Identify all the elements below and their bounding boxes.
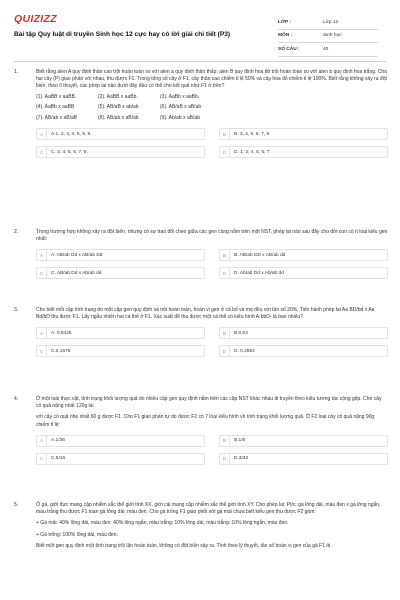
question-number: 5. — [14, 502, 19, 508]
statement: (1). AaBB x aaBB. — [36, 93, 77, 100]
option-text: D. 0,2654 — [234, 348, 255, 354]
question-3 — [14, 307, 388, 357]
meta-label: MÔN : — [278, 33, 293, 39]
option-text: A.1, 2, 3, 4, 5, 8, 9. — [51, 131, 92, 137]
question-5 — [14, 502, 388, 550]
question-number: 4. — [14, 396, 19, 402]
question-text: Trong trường hợp không xảy ra đột biến, nhưng có sự trao đổi chéo giữa các gen cùng nằm trên một NST, phép lai nào sau đây cho đời con có ít loại kiểu gen nhất: — [36, 229, 388, 243]
option-text: A. 0,8425 — [51, 330, 72, 336]
question-1 — [14, 69, 388, 158]
answer-option-a[interactable] — [36, 327, 205, 339]
option-letter: C — [37, 346, 47, 356]
statement: (9). Ab/ab x aB/ab — [160, 115, 201, 122]
option-text: D. Ab/ab Dd x Ab/ab dd — [234, 270, 284, 276]
answer-options — [36, 327, 388, 357]
answer-option-b[interactable] — [219, 128, 388, 140]
statement: (3). AaBb x aaBb. — [160, 93, 200, 100]
meta-label: LỚP : — [278, 19, 292, 25]
answer-option-c[interactable] — [36, 146, 205, 158]
meta-label: SỐ CÂU : — [278, 46, 300, 52]
answer-option-d[interactable] — [219, 146, 388, 158]
statement: (6). AB/aB x aB/ab — [160, 104, 202, 111]
question-2 — [14, 229, 388, 279]
option-letter: D — [220, 147, 230, 157]
question-line: + Gà trống: 100% lông dài, màu đen. — [36, 531, 118, 538]
meta-value: Sinh học — [323, 33, 342, 39]
answer-option-b[interactable] — [219, 327, 388, 339]
option-text: B. 3, 4, 5, 6, 7, 8. — [234, 131, 271, 137]
meta-value: 40 — [323, 46, 329, 52]
option-letter: D — [220, 346, 230, 356]
question-line: Biết một gen quy định một tính trạng trội lặn hoàn toàn, không có đột biến xảy ra. Tính theo lý thuyết, tần số hoán vị gen của gà F1 là — [36, 542, 331, 549]
option-letter: C — [37, 268, 47, 278]
option-letter: B — [220, 250, 230, 260]
option-text: D.3/32 — [234, 456, 249, 462]
option-letter: D — [220, 454, 230, 464]
statement: (8). AB/ab x aB/ab — [98, 115, 139, 122]
statement: (2). AaBB x aaBb. — [98, 93, 138, 100]
meta-value: Lớp 12 — [323, 19, 339, 25]
option-text: C. 3, 4, 5, 6, 7, 8. — [51, 149, 88, 155]
question-number: 3. — [14, 307, 19, 313]
answer-options — [36, 128, 388, 158]
option-text: C.5/16 — [51, 456, 66, 462]
answer-option-d[interactable] — [219, 453, 388, 465]
option-letter: B — [220, 129, 230, 139]
option-text: B.1/6 — [234, 438, 246, 444]
meta-table — [278, 16, 378, 57]
option-letter: A — [37, 328, 47, 338]
option-text: A.1/36 — [51, 438, 65, 444]
option-letter: C — [37, 454, 47, 464]
statement: (5). AB/aB x ab/ab — [98, 104, 139, 111]
meta-row-count — [278, 43, 378, 57]
option-text: D. 1, 2, 4, 5, 6, 7. — [234, 149, 271, 155]
page-title: Bài tập Quy luật di truyền Sinh học 12 cực hay có lời giải chi tiết (P3) — [14, 31, 231, 38]
answer-options — [36, 435, 388, 465]
answer-option-d[interactable] — [219, 345, 388, 357]
answer-options — [36, 249, 388, 279]
answer-option-c[interactable] — [36, 267, 205, 279]
option-letter: C — [37, 147, 47, 157]
answer-option-d[interactable] — [219, 267, 388, 279]
option-text: B. AB/ab DD x AB/ab dd — [234, 252, 286, 258]
option-text: A. AB/ab Dd x AB/ab Dd — [51, 252, 103, 258]
option-text: C.0,1575 — [51, 348, 71, 354]
option-letter: B — [220, 328, 230, 338]
answer-option-c[interactable] — [36, 453, 205, 465]
option-text: B.0,04 — [234, 330, 248, 336]
question-text: Ở một loài thực vật, tính trạng khối lượng quả do nhiều cặp gen quy định nằm trên các cặp NST khác nhau di truyền theo kiểu tương tác cộng gộp. Cho cây có quả nặng nhất 120g lai — [36, 396, 382, 410]
statement-list — [36, 94, 388, 123]
answer-option-a[interactable] — [36, 128, 205, 140]
answer-option-c[interactable] — [36, 345, 205, 357]
header — [14, 10, 386, 60]
question-4 — [14, 396, 388, 465]
question-text: Ở gà, giới đực mang cặp nhiễm sắc thể giới tính XX, giới cái mang cặp nhiễm sắc thể giới tính XY. Cho phép lai: Pt/c: gà lông dài, màu đen x gà lông ngắn, màu trắng thu được F1 toàn gà lông dài, màu đen. Cho gà trống F1 giao phối với gà mái chưa biết kiểu gen thu được F2 gồm: — [36, 502, 381, 516]
option-letter: A — [37, 129, 47, 139]
question-line: + Gà mái: 40% lông dài, màu đen: 40% lông ngắn, màu trắng: 10% lông dài, màu trắng: 10% lông ngắn, màu đen. — [36, 520, 289, 527]
answer-option-b[interactable] — [219, 249, 388, 261]
question-text: Cho biết mỗi cặp tính trạng do một cặp gen quy định và trội hoàn toàn, hoán vị gen ở cả bố và mẹ đều với tần số 20%. Tiến hành phép lai Aa BD/bd x Aa Bd/bD thu được F1. Lấy ngẫu nhiên hai cá thể ở F1. Xác suất để thu được một cá thể có kiểu hình A-bbD- là bao nhiêu? — [36, 307, 375, 321]
answer-option-a[interactable] — [36, 249, 205, 261]
option-letter: A — [37, 250, 47, 260]
quizizz-logo[interactable]: QUIZIZZ — [14, 13, 57, 25]
answer-option-a[interactable] — [36, 435, 205, 447]
question-text-continued: với cây có quả nhẹ nhất 60 g được F1. Cho F1 giao phấn tự do được F2 có 7 loại kiểu hình về tính trạng khối lượng quả. Ở F2 loại cây có quả nặng 90g chiếm tỉ lệ: — [36, 414, 375, 428]
question-text: Biết rằng alen A quy định thân cao trội hoàn toàn so với alen a quy định thân thấp; alen B quy định hoa đỏ trội hoàn toàn so với alen b quy định hoa trắng. Cho hai cây (P) giao phấn với nhau, thu được F1. Trong tổng số cây ở F1, cây thân cao chiếm tỉ lệ 50% và cây hoa đỏ chiếm tỉ lệ 100%. Biết rằng không xảy ra đột biến, theo lí thuyết, các phép lai nào dưới đây đều có thể cho kết quả như F1 ở trên? — [36, 69, 387, 90]
meta-row-class — [278, 16, 378, 30]
option-letter: B — [220, 436, 230, 446]
option-text: C. AB/ab Dd x Ab/ab dd — [51, 270, 102, 276]
meta-row-subject — [278, 30, 378, 44]
header-divider — [14, 61, 386, 62]
option-letter: D — [220, 268, 230, 278]
answer-option-b[interactable] — [219, 435, 388, 447]
statement: (7). AB/ab x aB/aB — [36, 115, 78, 122]
question-number: 1. — [14, 69, 19, 75]
question-number: 2. — [14, 229, 19, 235]
option-letter: A — [37, 436, 47, 446]
statement: (4). AaBb x aaBB — [36, 104, 75, 111]
